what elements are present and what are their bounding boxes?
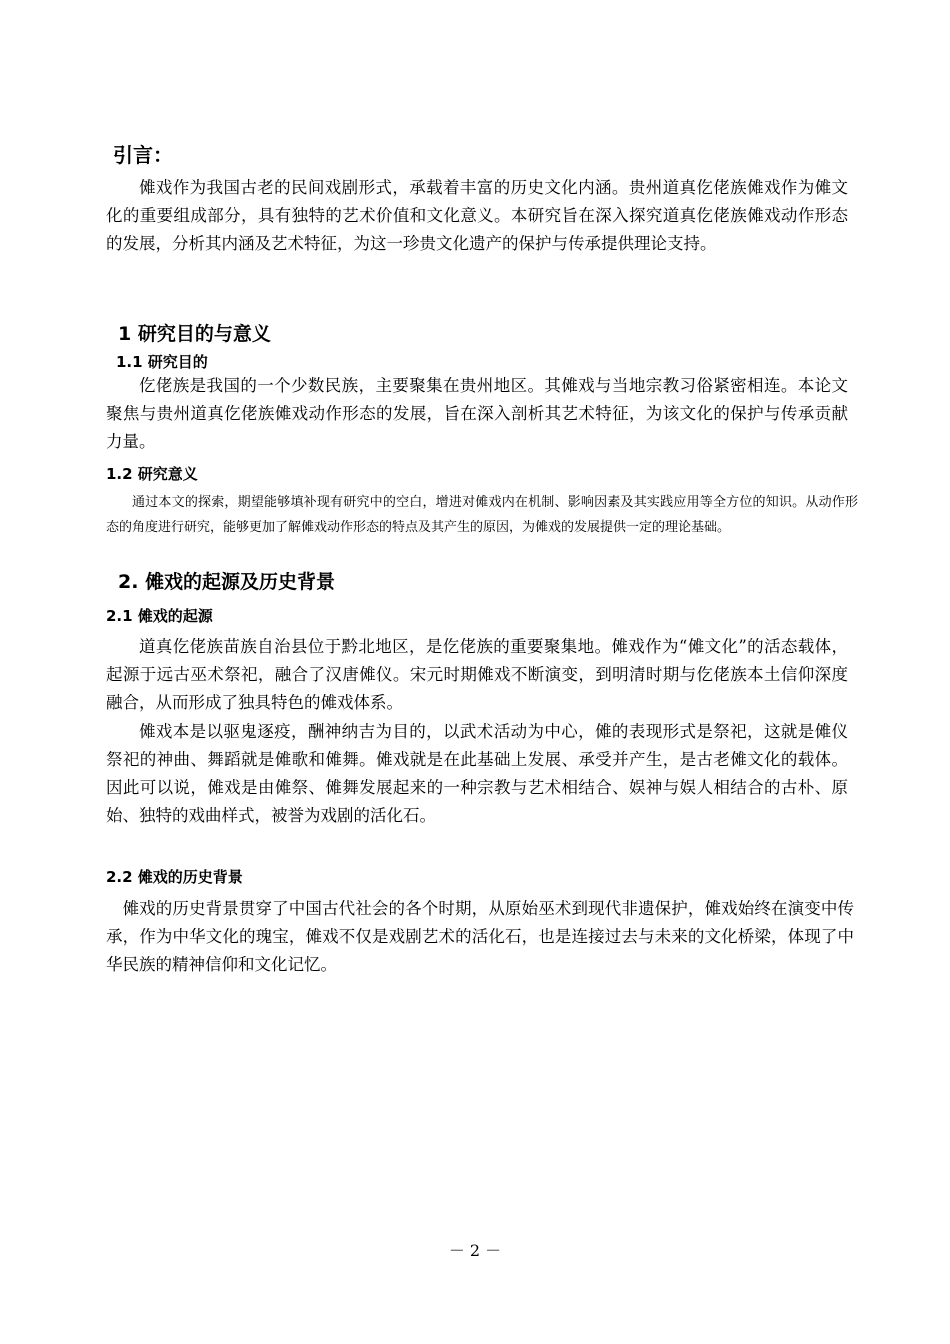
section-2-1-paragraph-1: 道真仡佬族苗族自治县位于黔北地区，是仡佬族的重要聚集地。傩戏作为“傩文化”的活态载体，起源于远古巫术祭祀，融合了汉唐傩仪。宋元时期傩戏不断演变，到明清时期与仡佬族本土信仰深度融合，从而形成了独具特色的傩戏体系。: [106, 637, 848, 712]
section-1-1-paragraph: 仡佬族是我国的一个少数民族，主要聚集在贵州地区。其傩戏与当地宗教习俗紧密相连。本论文聚焦与贵州道真仡佬族傩戏动作形态的发展，旨在深入剖析其艺术特征，为该文化的保护与传承贡献力量。: [106, 376, 848, 451]
section-2-1-heading: 2.1 傩戏的起源: [106, 607, 213, 625]
section-1-1-heading: 1.1 研究目的: [116, 353, 208, 371]
section-1-heading: 1 研究目的与意义: [118, 323, 271, 345]
section-2-heading: 2. 傩戏的起源及历史背景: [118, 571, 336, 593]
page-number: － 2 －: [448, 1241, 502, 1260]
section-2-2-heading: 2.2 傩戏的历史背景: [106, 868, 243, 886]
section-1-2-heading: 1.2 研究意义: [106, 465, 198, 483]
intro-heading: 引言：: [113, 143, 173, 167]
section-1-2-paragraph: 通过本文的探索，期望能够填补现有研究中的空白，增进对傩戏内在机制、影响因素及其实践应用等全方位的知识。从动作形态的角度进行研究，能够更加了解傩戏动作形态的特点及其产生的原因，为傩戏的发展提供一定的理论基础。: [106, 495, 858, 535]
intro-paragraph: 傩戏作为我国古老的民间戏剧形式，承载着丰富的历史文化内涵。贵州道真仡佬族傩戏作为傩文化的重要组成部分，具有独特的艺术价值和文化意义。本研究旨在深入探究道真仡佬族傩戏动作形态的发展，分析其内涵及艺术特征，为这一珍贵文化遗产的保护与传承提供理论支持。: [106, 178, 848, 253]
section-2-2-paragraph: 傩戏的历史背景贯穿了中国古代社会的各个时期，从原始巫术到现代非遗保护，傩戏始终在演变中传承，作为中华文化的瑰宝，傩戏不仅是戏剧艺术的活化石，也是连接过去与未来的文化桥梁，体现了中华民族的精神信仰和文化记忆。: [106, 899, 854, 974]
section-2-1-paragraph-2: 傩戏本是以驱鬼逐疫，酬神纳吉为目的，以武术活动为中心，傩的表现形式是祭祀，这就是傩仪祭祀的神曲、舞蹈就是傩歌和傩舞。傩戏就是在此基础上发展、承受并产生，是古老傩文化的载体。因此可以说，傩戏是由傩祭、傩舞发展起来的一种宗教与艺术相结合、娱神与娱人相结合的古朴、原始、独特的戏曲样式，被誉为戏剧的活化石。: [106, 722, 848, 825]
